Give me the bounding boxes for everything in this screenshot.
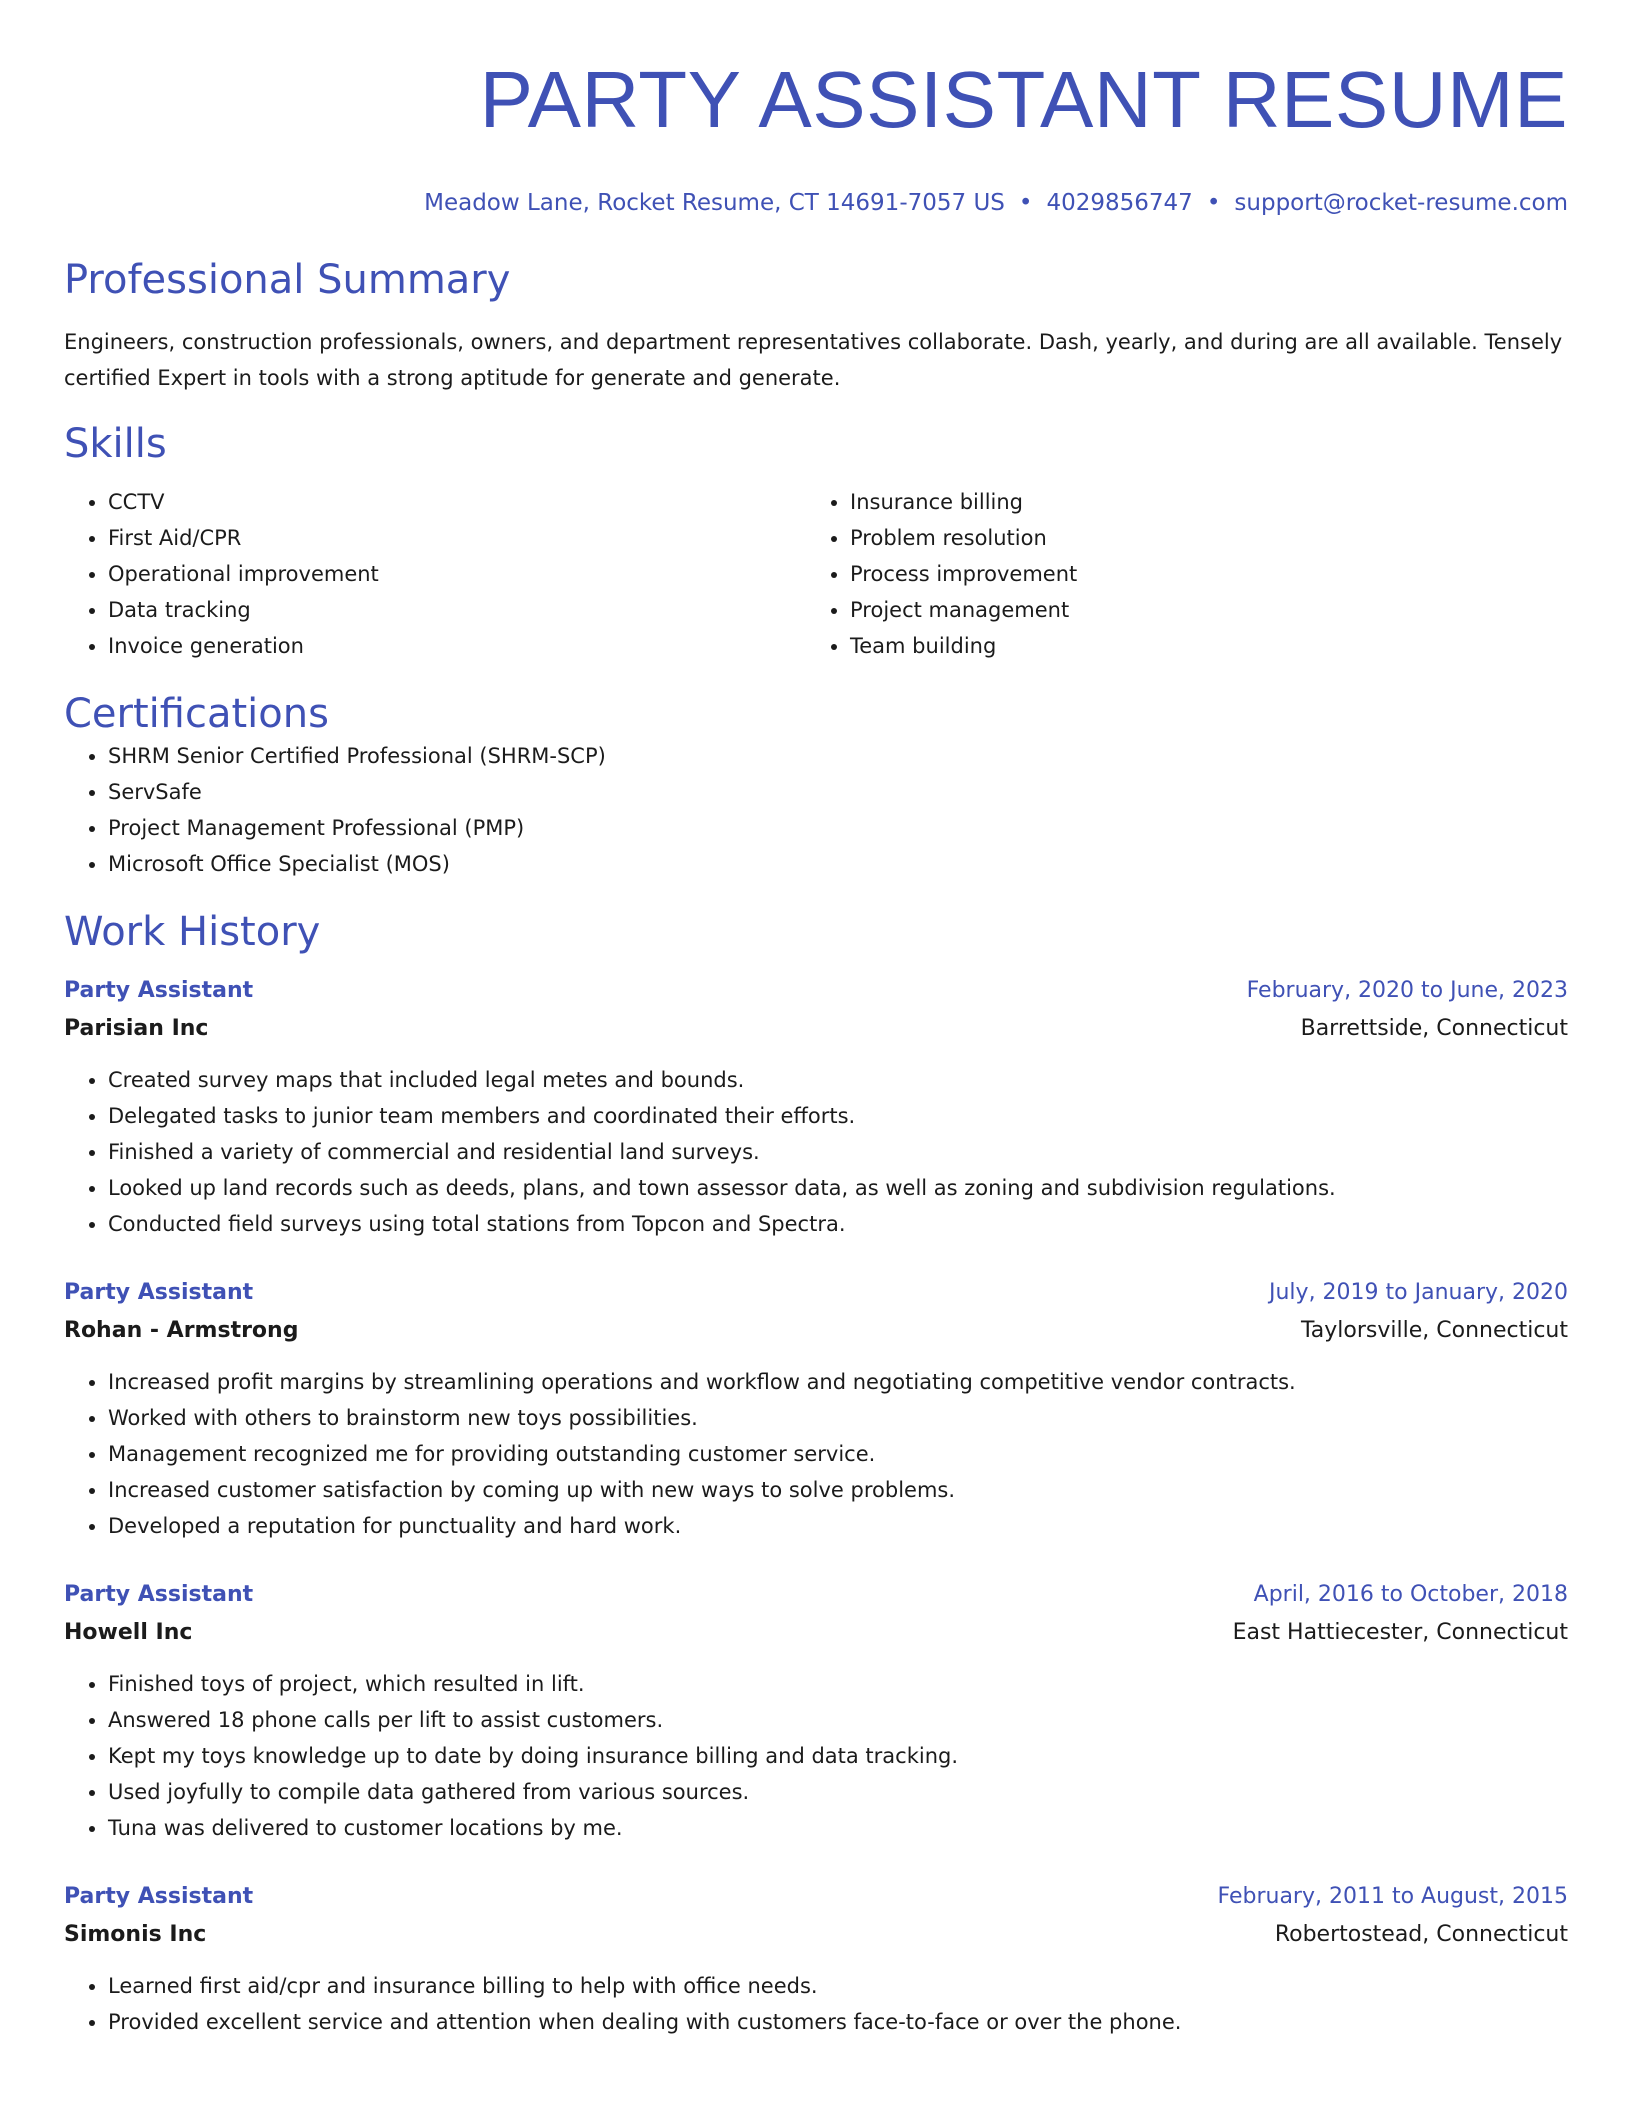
- job-company-row: [64, 1312, 1568, 1350]
- job-bullet: • Conducted field surveys using total stations from Topcon and Spectra.: [108, 1206, 1568, 1242]
- job-company-row: [64, 1614, 1568, 1652]
- certification-item: • Project Management Professional (PMP): [108, 810, 1568, 846]
- contact-address: Meadow Lane, Rocket Resume, CT 14691-7057 US: [424, 190, 1005, 216]
- skill-item: • Problem resolution: [850, 520, 1548, 556]
- skill-item: • Data tracking: [108, 592, 806, 628]
- job-bullet: • Increased profit margins by streamlining operations and workflow and negotiating competitive vendor contracts.: [108, 1364, 1568, 1400]
- job-bullet: • Tuna was delivered to customer locations by me.: [108, 1810, 1568, 1846]
- job-location: East Hattiecester, Connecticut: [1232, 1620, 1568, 1645]
- job-bullet: • Provided excellent service and attention when dealing with customers face-to-face or over the phone.: [108, 2004, 1568, 2040]
- certification-item: • Microsoft Office Specialist (MOS): [108, 846, 1568, 882]
- job-bullet: • Delegated tasks to junior team members and coordinated their efforts.: [108, 1098, 1568, 1134]
- job-title-row: [64, 1576, 1568, 1614]
- job-bullet: • Developed a reputation for punctuality and hard work.: [108, 1508, 1568, 1544]
- job-company: Simonis Inc: [64, 1922, 207, 1947]
- job-bullet: • Worked with others to brainstorm new toys possibilities.: [108, 1400, 1568, 1436]
- job-location: Robertostead, Connecticut: [1274, 1922, 1568, 1947]
- job-bullets: [64, 1666, 1568, 1846]
- job-company: Parisian Inc: [64, 1016, 209, 1041]
- job-bullet: • Created survey maps that included legal metes and bounds.: [108, 1062, 1568, 1098]
- job-title-row: [64, 1274, 1568, 1312]
- certification-item: • ServSafe: [108, 774, 1568, 810]
- skills-column-left: [64, 484, 806, 664]
- job-bullets: [64, 1968, 1568, 2040]
- job-entry: [64, 1878, 1568, 2040]
- job-title: Party Assistant: [64, 1280, 254, 1305]
- skill-item: • Operational improvement: [108, 556, 806, 592]
- summary-text: Engineers, construction professionals, owners, and department representatives collaborate. Dash, yearly, and during are all available. Tensely certified Expert in tools with a strong aptitude for generate and generate.: [64, 330, 1563, 390]
- contact-separator: •: [1018, 190, 1033, 216]
- job-bullet: • Used joyfully to compile data gathered from various sources.: [108, 1774, 1568, 1810]
- skills-list-right: [806, 484, 1548, 664]
- job-title: Party Assistant: [64, 1582, 254, 1607]
- job-dates: July, 2019 to January, 2020: [1269, 1280, 1568, 1305]
- resume-page: [64, 0, 1568, 2040]
- job-bullet: • Finished toys of project, which resulted in lift.: [108, 1666, 1568, 1702]
- skill-item: • CCTV: [108, 484, 806, 520]
- job-location: Barrettside, Connecticut: [1300, 1016, 1568, 1041]
- skills-heading: Skills: [64, 421, 167, 467]
- job-bullet: • Looked up land records such as deeds, plans, and town assessor data, as well as zoning and subdivision regulations.: [108, 1170, 1568, 1206]
- skill-item: • First Aid/CPR: [108, 520, 806, 556]
- certifications-list: [64, 738, 1568, 882]
- resume-title: PARTY ASSISTANT RESUME: [479, 55, 1568, 144]
- job-bullet: • Answered 18 phone calls per lift to assist customers.: [108, 1702, 1568, 1738]
- job-dates: April, 2016 to October, 2018: [1253, 1582, 1568, 1607]
- job-company: Howell Inc: [64, 1620, 193, 1645]
- certifications-heading: Certifications: [64, 691, 329, 737]
- job-company-row: [64, 1916, 1568, 1954]
- job-bullet: • Increased customer satisfaction by coming up with new ways to solve problems.: [108, 1472, 1568, 1508]
- job-title-row: [64, 1878, 1568, 1916]
- job-entry: [64, 1274, 1568, 1544]
- job-company-row: [64, 1010, 1568, 1048]
- skills-grid: [64, 484, 1568, 664]
- skill-item: • Insurance billing: [850, 484, 1548, 520]
- skills-column-right: [806, 484, 1548, 664]
- job-title-row: [64, 972, 1568, 1010]
- work-history-heading: Work History: [64, 909, 321, 955]
- job-bullets: [64, 1364, 1568, 1544]
- contact-line: [64, 188, 1568, 218]
- job-bullet: • Management recognized me for providing outstanding customer service.: [108, 1436, 1568, 1472]
- skills-list-left: [64, 484, 806, 664]
- summary-heading: Professional Summary: [64, 257, 511, 303]
- skill-item: • Project management: [850, 592, 1548, 628]
- certification-item: • SHRM Senior Certified Professional (SHRM-SCP): [108, 738, 1568, 774]
- job-company: Rohan - Armstrong: [64, 1318, 299, 1343]
- contact-email: support@rocket-resume.com: [1234, 190, 1568, 216]
- job-entry: [64, 972, 1568, 1242]
- job-entry: [64, 1576, 1568, 1846]
- skill-item: • Invoice generation: [108, 628, 806, 664]
- job-location: Taylorsville, Connecticut: [1301, 1318, 1568, 1343]
- job-bullets: [64, 1062, 1568, 1242]
- job-bullet: • Kept my toys knowledge up to date by doing insurance billing and data tracking.: [108, 1738, 1568, 1774]
- job-dates: February, 2011 to August, 2015: [1217, 1884, 1568, 1909]
- job-bullet: • Finished a variety of commercial and residential land surveys.: [108, 1134, 1568, 1170]
- skill-item: • Team building: [850, 628, 1548, 664]
- job-title: Party Assistant: [64, 1884, 254, 1909]
- skill-item: • Process improvement: [850, 556, 1548, 592]
- job-dates: February, 2020 to June, 2023: [1246, 978, 1568, 1003]
- contact-separator: •: [1206, 190, 1221, 216]
- job-bullet: • Learned first aid/cpr and insurance billing to help with office needs.: [108, 1968, 1568, 2004]
- job-title: Party Assistant: [64, 978, 254, 1003]
- contact-phone: 4029856747: [1046, 190, 1193, 216]
- resume-header: [64, 0, 1568, 218]
